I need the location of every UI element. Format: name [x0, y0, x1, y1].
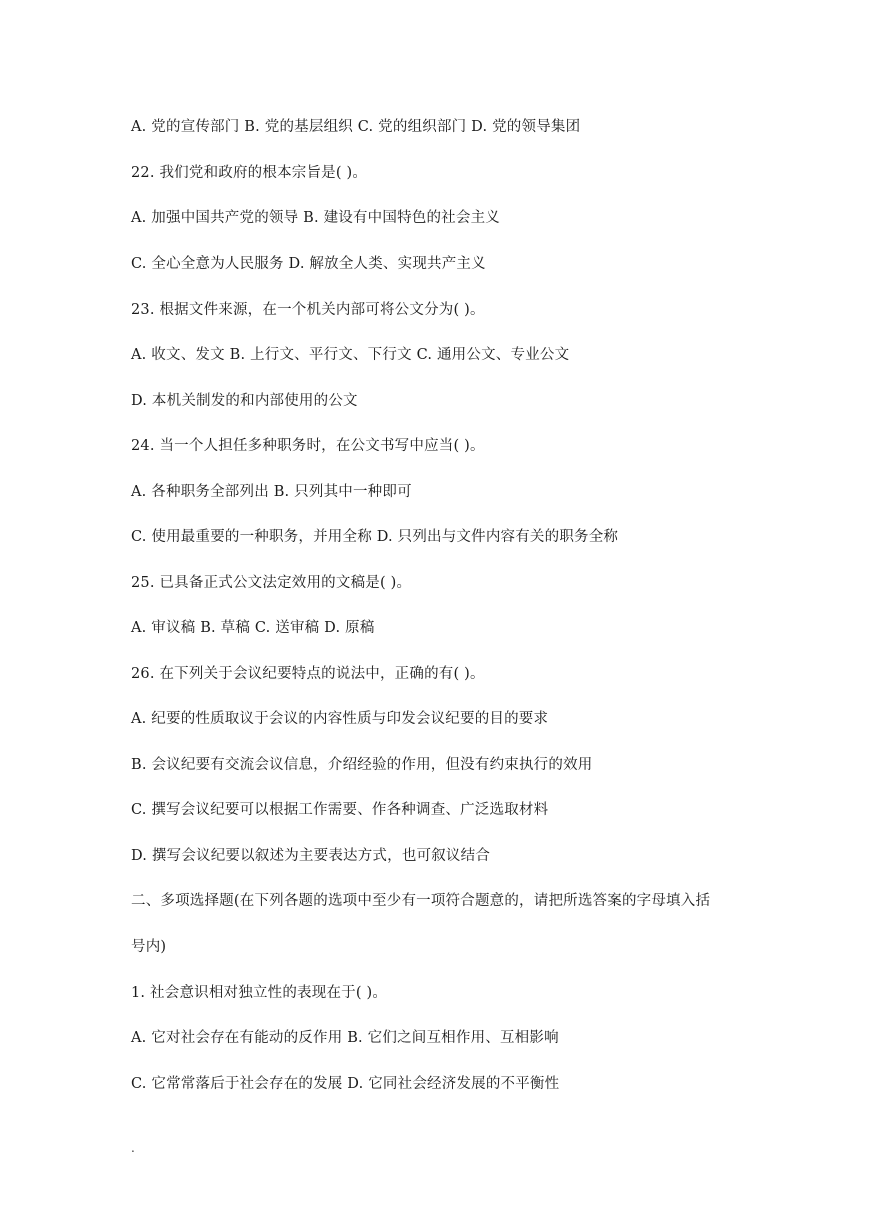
text-line: C. 全心全意为人民服务 D. 解放全人类、实现共产主义 — [131, 256, 486, 272]
text-line: A. 纪要的性质取议于会议的内容性质与印发会议纪要的目的要求 — [131, 711, 549, 727]
text-line: A. 它对社会存在有能动的反作用 B. 它们之间互相作用、互相影响 — [131, 1030, 559, 1046]
text-line: D. 撰写会议纪要以叙述为主要表达方式，也可叙议结合 — [131, 848, 491, 864]
text-line: D. 本机关制发的和内部使用的公文 — [131, 393, 358, 409]
text-line: A. 党的宣传部门 B. 党的基层组织 C. 党的组织部门 D. 党的领导集团 — [131, 119, 581, 135]
text-line: C. 它常常落后于社会存在的发展 D. 它同社会经济发展的不平衡性 — [131, 1076, 560, 1092]
text-line: C. 使用最重要的一种职务，并用全称 D. 只列出与文件内容有关的职务全称 — [131, 529, 619, 545]
question-26: 26. 在下列关于会议纪要特点的说法中，正确的有( )。 — [131, 666, 485, 682]
question-25: 25. 已具备正式公文法定效用的文稿是( )。 — [131, 575, 412, 591]
text-line: C. 撰写会议纪要可以根据工作需要、作各种调查、广泛选取材料 — [131, 802, 549, 818]
section-heading: 二、多项选择题(在下列各题的选项中至少有一项符合题意的，请把所选答案的字母填入括 — [131, 893, 711, 909]
text-line: A. 各种职务全部列出 B. 只列其中一种即可 — [131, 484, 412, 500]
question-22: 22. 我们党和政府的根本宗旨是( )。 — [131, 165, 368, 181]
text-line: A. 加强中国共产党的领导 B. 建设有中国特色的社会主义 — [131, 210, 500, 226]
question-24: 24. 当一个人担任多种职务时，在公文书写中应当( )。 — [131, 438, 485, 454]
text-line: A. 收文、发文 B. 上行文、平行文、下行文 C. 通用公文、专业公文 — [131, 347, 570, 363]
question-1: 1. 社会意识相对独立性的表现在于( )。 — [131, 985, 388, 1001]
text-line: B. 会议纪要有交流会议信息，介绍经验的作用，但没有约束执行的效用 — [131, 757, 593, 773]
text-line: A. 审议稿 B. 草稿 C. 送审稿 D. 原稿 — [131, 620, 375, 636]
question-23: 23. 根据文件来源，在一个机关内部可将公文分为( )。 — [131, 302, 485, 318]
section-heading-cont: 号内) — [131, 939, 167, 955]
footer-mark: . — [131, 1141, 135, 1155]
